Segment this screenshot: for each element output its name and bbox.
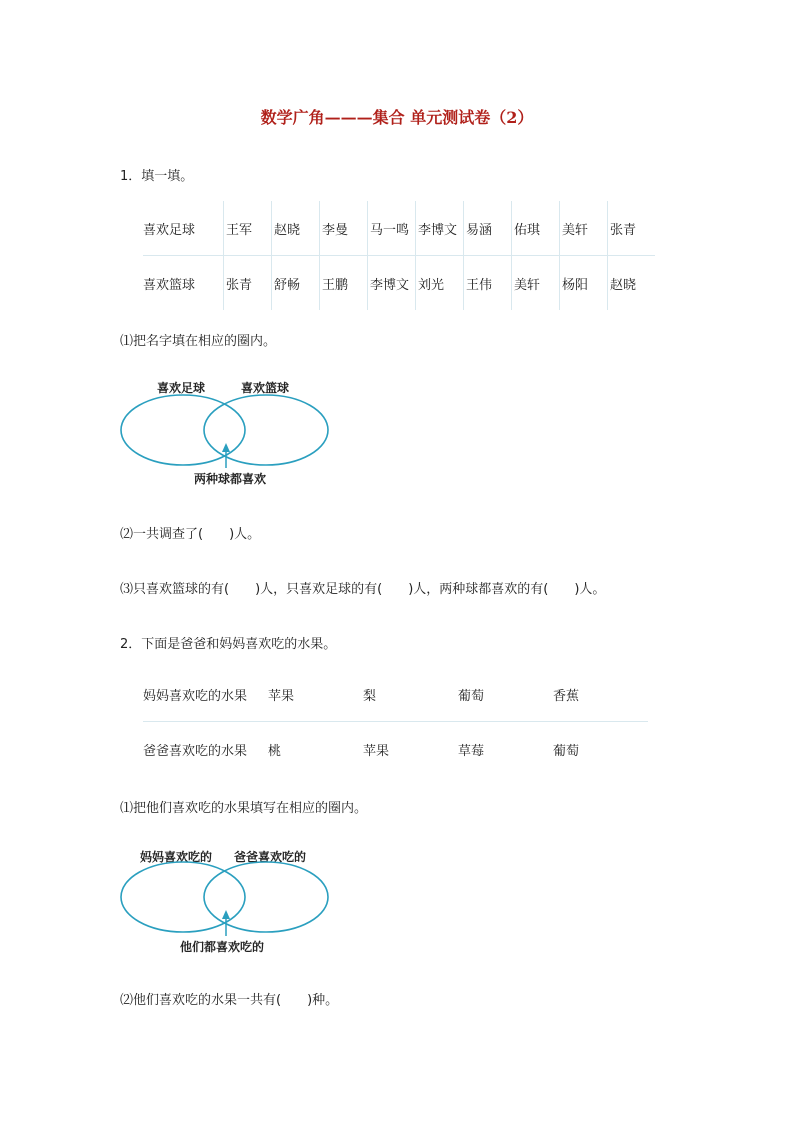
name-cell: 王鹏: [320, 256, 368, 311]
name-cell: 赵晓: [272, 201, 320, 256]
q2-sub2: ⑵他们喜欢吃的水果一共有( )种。: [120, 993, 339, 1008]
name-cell: 李博文: [368, 256, 416, 311]
question-2-label: 2．下面是爸爸和妈妈喜欢吃的水果。: [120, 637, 337, 652]
q2-sub1: ⑴把他们喜欢吃的水果填写在相应的圈内。: [120, 801, 368, 816]
name-cell: 张青: [224, 256, 272, 311]
venn2-right-ellipse: [204, 862, 328, 932]
name-cell: 马一鸣: [368, 201, 416, 256]
name-cell: 赵晓: [610, 277, 637, 293]
venn2-bottom-label: 他们都喜欢吃的: [180, 940, 265, 954]
venn2-left-label: 妈妈喜欢吃的: [140, 850, 213, 864]
name-cell: 张青: [608, 201, 656, 256]
name-cell: 舒畅: [272, 256, 320, 311]
name-cell: 李曼: [320, 201, 368, 256]
fruit-cell: 桃: [268, 743, 282, 759]
name-cell: 佑琪: [512, 201, 560, 256]
fruit-cell: 葡萄: [458, 667, 553, 722]
name-cell: 杨阳: [560, 256, 608, 311]
venn-diagram-2: [118, 860, 338, 940]
row-label: 喜欢篮球: [143, 256, 224, 311]
fruit-cell: 苹果: [363, 743, 390, 759]
arrow-up-icon: [222, 443, 230, 452]
venn1-right-ellipse: [204, 395, 328, 465]
venn1-right-label: 喜欢篮球: [241, 381, 290, 395]
row-label: 爸爸喜欢吃的水果: [143, 743, 248, 759]
table-row: [143, 722, 648, 777]
fruit-cell: 草莓: [458, 743, 485, 759]
table-row: [143, 667, 648, 722]
fruit-cell: 苹果: [268, 667, 363, 722]
venn-diagram-1: [118, 392, 338, 472]
name-cell: 王军: [224, 201, 272, 256]
q1-sub1: ⑴把名字填在相应的圈内。: [120, 334, 277, 349]
name-cell: 刘光: [416, 256, 464, 311]
row-label: 妈妈喜欢吃的水果: [143, 667, 268, 722]
name-cell: 美轩: [512, 256, 560, 311]
q1-table: [143, 201, 655, 310]
table-row: [143, 256, 655, 311]
row-label: 喜欢足球: [143, 201, 224, 256]
arrow-up-icon: [222, 910, 230, 919]
name-cell: 易涵: [464, 201, 512, 256]
page-title: 数学广角———集合 单元测试卷（2）: [260, 108, 534, 127]
q1-sub2: ⑵一共调查了( )人。: [120, 527, 261, 542]
name-cell: 美轩: [560, 201, 608, 256]
q1-sub3: ⑶只喜欢篮球的有( )人，只喜欢足球的有( )人，两种球都喜欢的有( )人。: [120, 582, 606, 597]
fruit-cell: 梨: [363, 667, 458, 722]
table-row: [143, 201, 655, 256]
venn1-bottom-label: 两种球都喜欢: [194, 472, 267, 486]
name-cell: 李博文: [416, 201, 464, 256]
q2-table: [143, 667, 648, 776]
question-1-label: 1．填一填。: [120, 169, 194, 184]
venn2-right-label: 爸爸喜欢吃的: [234, 850, 307, 864]
fruit-cell: 葡萄: [553, 743, 580, 759]
venn1-left-label: 喜欢足球: [157, 381, 206, 395]
fruit-cell: 香蕉: [553, 667, 648, 722]
name-cell: 王伟: [464, 256, 512, 311]
